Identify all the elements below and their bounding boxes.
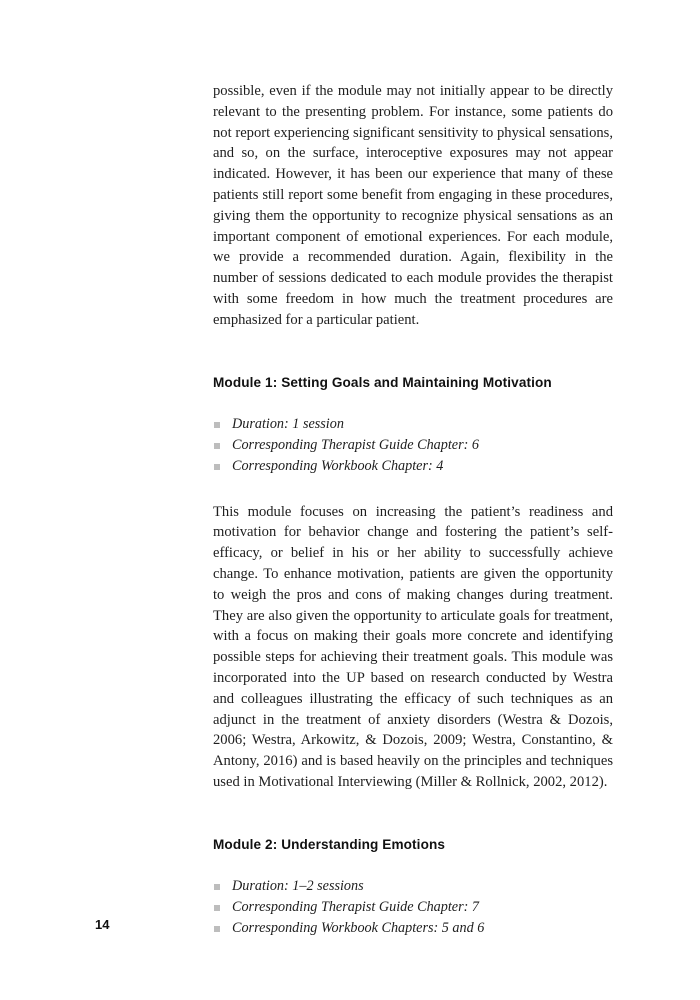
module-2-heading: Module 2: Understanding Emotions [213,836,446,852]
module-2-detail-guide-chapter: Corresponding Therapist Guide Chapter: 7 [213,897,613,918]
square-bullet-icon [214,905,220,911]
module-1-detail-duration: Duration: 1 session [213,414,613,435]
module-1-detail-workbook-chapter: Corresponding Workbook Chapter: 4 [213,456,613,477]
square-bullet-icon [214,926,220,932]
module-1-heading: Module 1: Setting Goals and Maintaining Motivation [213,374,552,390]
square-bullet-icon [214,422,220,428]
module-2-detail-duration: Duration: 1–2 sessions [213,876,613,897]
module-1-paragraph: This module focuses on increasing the patient’s readiness and motivation for behavior change and fostering the patient’s self-efficacy, or belief in his or her ability to successfully achieve change. To enhance motivation, patients are given the opportunity to weigh the pros and cons of making changes during treatment. They are also given the opportunity to articulate goals for treatment, with a focus on making their goals more concrete and identifying possible steps for achieving their treatment goals. This module was incorporated into the UP based on research conducted by Westra and colleagues illustrating the efficacy of such techniques as an adjunct in the treatment of anxiety disorders (Westra & Dozois, 2006; Westra, Arkowitz, & Dozois, 2009; Westra, Constantino, & Antony, 2016) and is based heavily on the principles and techniques used in Motivational Interviewing (Miller & Rollnick, 2002, 2012). [213,503,613,790]
square-bullet-icon [214,464,220,470]
square-bullet-icon [214,443,220,449]
intro-paragraph: possible, even if the module may not initially appear to be directly relevant to the presenting problem. For instance, some patients do not report experiencing significant sensitivity to physical sensations, and so, on the surface, interoceptive exposures may not appear indicated. However, it has been our experience that many of these patients still report some benefit from engaging in these procedures, giving them the opportunity to recognize physical sensations as an important component of emotional experiences. For each module, we provide a recommended duration. Again, flexibility in the number of sessions dedicated to each module provides the therapist with some freedom in how much the treatment procedures are emphasized for a particular patient. [213,83,613,328]
module-1-detail-guide-chapter: Corresponding Therapist Guide Chapter: 6 [213,435,613,456]
square-bullet-icon [214,884,220,890]
page-number: 14 [95,917,110,932]
module-1-details [213,414,613,477]
module-2-detail-workbook-chapters: Corresponding Workbook Chapters: 5 and 6 [213,918,613,939]
text-column [213,81,613,939]
module-2-details [213,876,613,939]
